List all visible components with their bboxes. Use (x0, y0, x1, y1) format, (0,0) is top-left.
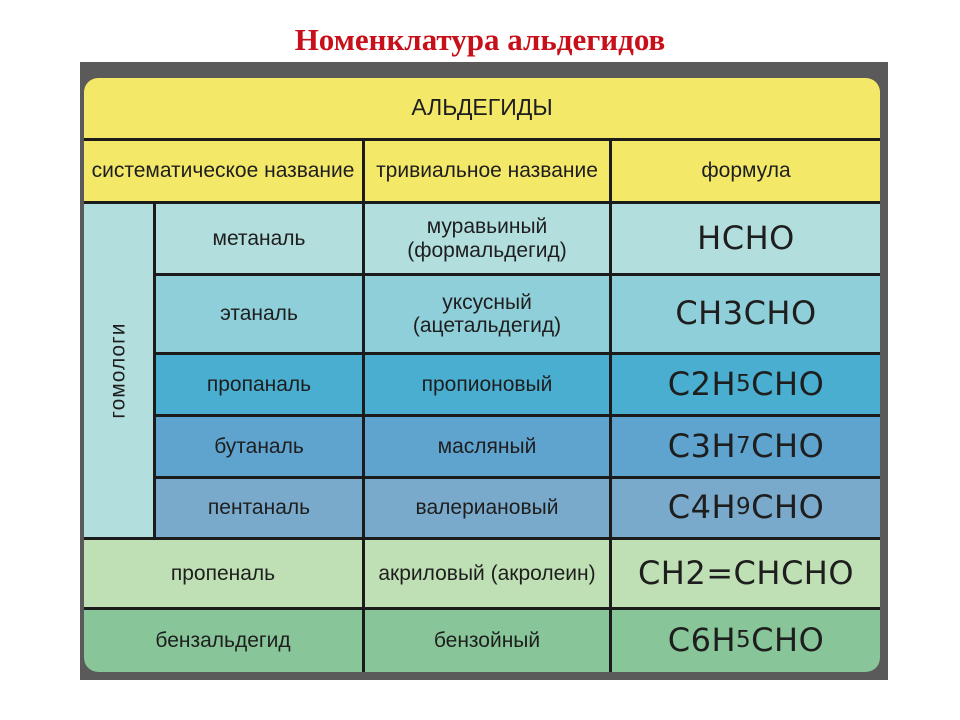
table-cell-trivial-name: пропионовый (365, 355, 609, 414)
table-cell-formula: C 3 H 7 CHO (612, 417, 880, 476)
column-header-formula: формула (612, 141, 880, 201)
table-cell-trivial-name: муравьиный (формальдегид) (365, 204, 609, 273)
table-cell-trivial-name: акриловый (акролеин) (365, 540, 609, 607)
table-cell-formula: C 4 H 9 CHO (612, 479, 880, 537)
table-cell-systematic-name: метаналь (156, 204, 362, 273)
table-cell-trivial-name: валериановый (365, 479, 609, 537)
table-cell-formula: C 2 H 5 CHO (612, 355, 880, 414)
table-cell-formula: HCHO (612, 204, 880, 273)
homologues-label: гомологи (106, 322, 130, 419)
table-cell-systematic-name: этаналь (156, 276, 362, 352)
table-cell-systematic-name: бутаналь (156, 417, 362, 476)
table-cell-trivial-name: бензойный (365, 610, 609, 672)
table-heading: АЛЬДЕГИДЫ (84, 78, 880, 138)
table-cell-systematic-name: пентаналь (156, 479, 362, 537)
page-title: Номенклатура альдегидов (294, 22, 666, 57)
homologues-group-cell (84, 204, 153, 537)
table-cell-formula: CH 3 CHO (612, 276, 880, 352)
table-cell-systematic-name: пропеналь (84, 540, 362, 607)
aldehydes-table (84, 78, 880, 672)
table-cell-trivial-name: масляный (365, 417, 609, 476)
table-cell-systematic-name: бензальдегид (84, 610, 362, 672)
table-cell-formula: CH 2 =CHCHO (612, 540, 880, 607)
column-header-trivial: тривиальное название (365, 141, 609, 201)
table-cell-formula: C 6 H 5 CHO (612, 610, 880, 672)
table-cell-trivial-name: уксусный (ацетальдегид) (365, 276, 609, 352)
table-cell-systematic-name: пропаналь (156, 355, 362, 414)
column-header-systematic: систематическое название (84, 141, 362, 201)
